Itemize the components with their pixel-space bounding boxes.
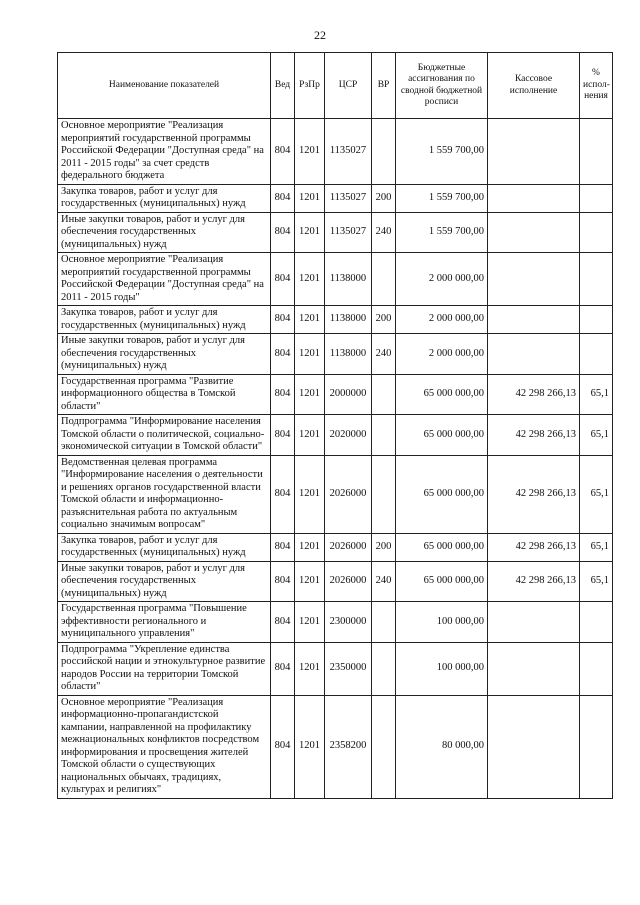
row-rzpr-cell: 1201	[295, 602, 325, 643]
row-cash-cell	[488, 602, 580, 643]
table-row	[58, 533, 613, 561]
row-cash-cell: 42 298 266,13	[488, 455, 580, 533]
row-vr-cell	[372, 602, 396, 643]
row-rzpr-cell: 1201	[295, 374, 325, 415]
row-ved-cell: 804	[271, 561, 295, 602]
header-rzpr: РзПр	[295, 53, 325, 119]
row-cash-cell	[488, 119, 580, 185]
row-cash-cell	[488, 306, 580, 334]
row-budget-cell: 100 000,00	[396, 642, 488, 695]
header-pct: % испол-нения	[580, 53, 613, 119]
row-pct-cell: 65,1	[580, 455, 613, 533]
row-csr-cell: 2350000	[325, 642, 372, 695]
row-cash-cell	[488, 642, 580, 695]
row-csr-cell: 1138000	[325, 334, 372, 375]
row-rzpr-cell: 1201	[295, 306, 325, 334]
row-name-cell: Ведомственная целевая программа "Информирование населения о деятельности и решениях органов государственной власти Томской области и информационно-разъяснительная работа по актуальным социально значимым вопросам"	[58, 455, 271, 533]
row-vr-cell	[372, 119, 396, 185]
row-budget-cell: 2 000 000,00	[396, 334, 488, 375]
row-name-cell: Основное мероприятие "Реализация информационно-пропагандистской кампании, направленной на профилактику межнациональных конфликтов посредством информирования и просвещения жителей Томской области о существующих национальных обычаях, традициях, культурах и религиях"	[58, 695, 271, 798]
row-cash-cell	[488, 184, 580, 212]
row-pct-cell: 65,1	[580, 415, 613, 456]
row-budget-cell: 100 000,00	[396, 602, 488, 643]
row-name-cell: Основное мероприятие "Реализация мероприятий государственной программы Российской Федерации "Доступная среда" на 2011 - 2015 годы" за счет средств федерального бюджета	[58, 119, 271, 185]
row-vr-cell: 200	[372, 533, 396, 561]
table-row	[58, 602, 613, 643]
row-ved-cell: 804	[271, 334, 295, 375]
row-rzpr-cell: 1201	[295, 533, 325, 561]
row-budget-cell: 65 000 000,00	[396, 561, 488, 602]
row-csr-cell: 2358200	[325, 695, 372, 798]
row-cash-cell: 42 298 266,13	[488, 374, 580, 415]
header-csr: ЦСР	[325, 53, 372, 119]
row-rzpr-cell: 1201	[295, 253, 325, 306]
row-budget-cell: 1 559 700,00	[396, 184, 488, 212]
row-vr-cell: 240	[372, 334, 396, 375]
row-name-cell: Основное мероприятие "Реализация мероприятий государственной программы Российской Федерации "Доступная среда" на 2011 - 2015 годы"	[58, 253, 271, 306]
row-rzpr-cell: 1201	[295, 455, 325, 533]
row-ved-cell: 804	[271, 306, 295, 334]
row-vr-cell	[372, 415, 396, 456]
row-rzpr-cell: 1201	[295, 695, 325, 798]
row-csr-cell: 1138000	[325, 306, 372, 334]
row-budget-cell: 1 559 700,00	[396, 119, 488, 185]
row-rzpr-cell: 1201	[295, 212, 325, 253]
row-name-cell: Закупка товаров, работ и услуг для государственных (муниципальных) нужд	[58, 306, 271, 334]
header-vr: ВР	[372, 53, 396, 119]
table-row	[58, 212, 613, 253]
row-ved-cell: 804	[271, 253, 295, 306]
table-row	[58, 374, 613, 415]
table-row	[58, 642, 613, 695]
page-number: 22	[314, 28, 326, 42]
row-cash-cell	[488, 334, 580, 375]
row-budget-cell: 2 000 000,00	[396, 306, 488, 334]
row-cash-cell	[488, 212, 580, 253]
table-row	[58, 695, 613, 798]
row-cash-cell	[488, 253, 580, 306]
row-csr-cell: 1135027	[325, 119, 372, 185]
table-row	[58, 184, 613, 212]
row-cash-cell: 42 298 266,13	[488, 415, 580, 456]
row-budget-cell: 2 000 000,00	[396, 253, 488, 306]
row-ved-cell: 804	[271, 455, 295, 533]
row-vr-cell: 200	[372, 306, 396, 334]
budget-table	[57, 52, 613, 799]
row-name-cell: Иные закупки товаров, работ и услуг для обеспечения государственных (муниципальных) нужд	[58, 561, 271, 602]
table-row	[58, 455, 613, 533]
row-ved-cell: 804	[271, 602, 295, 643]
row-csr-cell: 2300000	[325, 602, 372, 643]
row-vr-cell	[372, 695, 396, 798]
row-vr-cell	[372, 642, 396, 695]
row-csr-cell: 1135027	[325, 212, 372, 253]
row-budget-cell: 65 000 000,00	[396, 455, 488, 533]
row-cash-cell	[488, 695, 580, 798]
row-csr-cell: 2026000	[325, 561, 372, 602]
header-cash: Кассовое исполнение	[488, 53, 580, 119]
row-rzpr-cell: 1201	[295, 561, 325, 602]
table-body	[58, 119, 613, 799]
row-ved-cell: 804	[271, 695, 295, 798]
row-ved-cell: 804	[271, 415, 295, 456]
row-pct-cell	[580, 212, 613, 253]
row-pct-cell: 65,1	[580, 533, 613, 561]
row-rzpr-cell: 1201	[295, 642, 325, 695]
row-vr-cell	[372, 455, 396, 533]
header-budget: Бюджетные ассигнования по сводной бюджетной росписи	[396, 53, 488, 119]
row-pct-cell	[580, 119, 613, 185]
row-name-cell: Иные закупки товаров, работ и услуг для обеспечения государственных (муниципальных) нужд	[58, 334, 271, 375]
row-name-cell: Закупка товаров, работ и услуг для государственных (муниципальных) нужд	[58, 533, 271, 561]
row-name-cell: Закупка товаров, работ и услуг для государственных (муниципальных) нужд	[58, 184, 271, 212]
row-budget-cell: 65 000 000,00	[396, 374, 488, 415]
row-pct-cell: 65,1	[580, 561, 613, 602]
row-name-cell: Подпрограмма "Укрепление единства российской нации и этнокультурное развитие народов России на территории Томской области"	[58, 642, 271, 695]
row-vr-cell: 240	[372, 561, 396, 602]
row-csr-cell: 2026000	[325, 455, 372, 533]
row-rzpr-cell: 1201	[295, 415, 325, 456]
row-rzpr-cell: 1201	[295, 184, 325, 212]
row-rzpr-cell: 1201	[295, 334, 325, 375]
row-budget-cell: 1 559 700,00	[396, 212, 488, 253]
row-vr-cell	[372, 374, 396, 415]
row-cash-cell: 42 298 266,13	[488, 533, 580, 561]
row-pct-cell: 65,1	[580, 374, 613, 415]
row-rzpr-cell: 1201	[295, 119, 325, 185]
row-pct-cell	[580, 306, 613, 334]
header-row	[58, 53, 613, 119]
row-budget-cell: 65 000 000,00	[396, 415, 488, 456]
header-ved: Вед	[271, 53, 295, 119]
row-name-cell: Государственная программа "Повышение эффективности регионального и муниципального управления"	[58, 602, 271, 643]
row-pct-cell	[580, 695, 613, 798]
row-csr-cell: 2020000	[325, 415, 372, 456]
row-pct-cell	[580, 253, 613, 306]
row-csr-cell: 1135027	[325, 184, 372, 212]
row-ved-cell: 804	[271, 642, 295, 695]
table-row	[58, 561, 613, 602]
row-vr-cell: 240	[372, 212, 396, 253]
row-csr-cell: 2000000	[325, 374, 372, 415]
row-vr-cell: 200	[372, 184, 396, 212]
row-name-cell: Иные закупки товаров, работ и услуг для обеспечения государственных (муниципальных) нужд	[58, 212, 271, 253]
row-budget-cell: 80 000,00	[396, 695, 488, 798]
row-cash-cell: 42 298 266,13	[488, 561, 580, 602]
table-row	[58, 306, 613, 334]
table-row	[58, 253, 613, 306]
row-ved-cell: 804	[271, 212, 295, 253]
table-row	[58, 119, 613, 185]
row-budget-cell: 65 000 000,00	[396, 533, 488, 561]
row-csr-cell: 1138000	[325, 253, 372, 306]
row-ved-cell: 804	[271, 533, 295, 561]
row-vr-cell	[372, 253, 396, 306]
row-ved-cell: 804	[271, 119, 295, 185]
row-name-cell: Подпрограмма "Информирование населения Томской области о политической, социально-экономической ситуации в Томской области"	[58, 415, 271, 456]
row-pct-cell	[580, 184, 613, 212]
header-name: Наименование показателей	[58, 53, 271, 119]
row-pct-cell	[580, 642, 613, 695]
row-pct-cell	[580, 334, 613, 375]
row-pct-cell	[580, 602, 613, 643]
row-ved-cell: 804	[271, 184, 295, 212]
table-row	[58, 334, 613, 375]
table-row	[58, 415, 613, 456]
row-csr-cell: 2026000	[325, 533, 372, 561]
row-ved-cell: 804	[271, 374, 295, 415]
row-name-cell: Государственная программа "Развитие информационного общества в Томской области"	[58, 374, 271, 415]
